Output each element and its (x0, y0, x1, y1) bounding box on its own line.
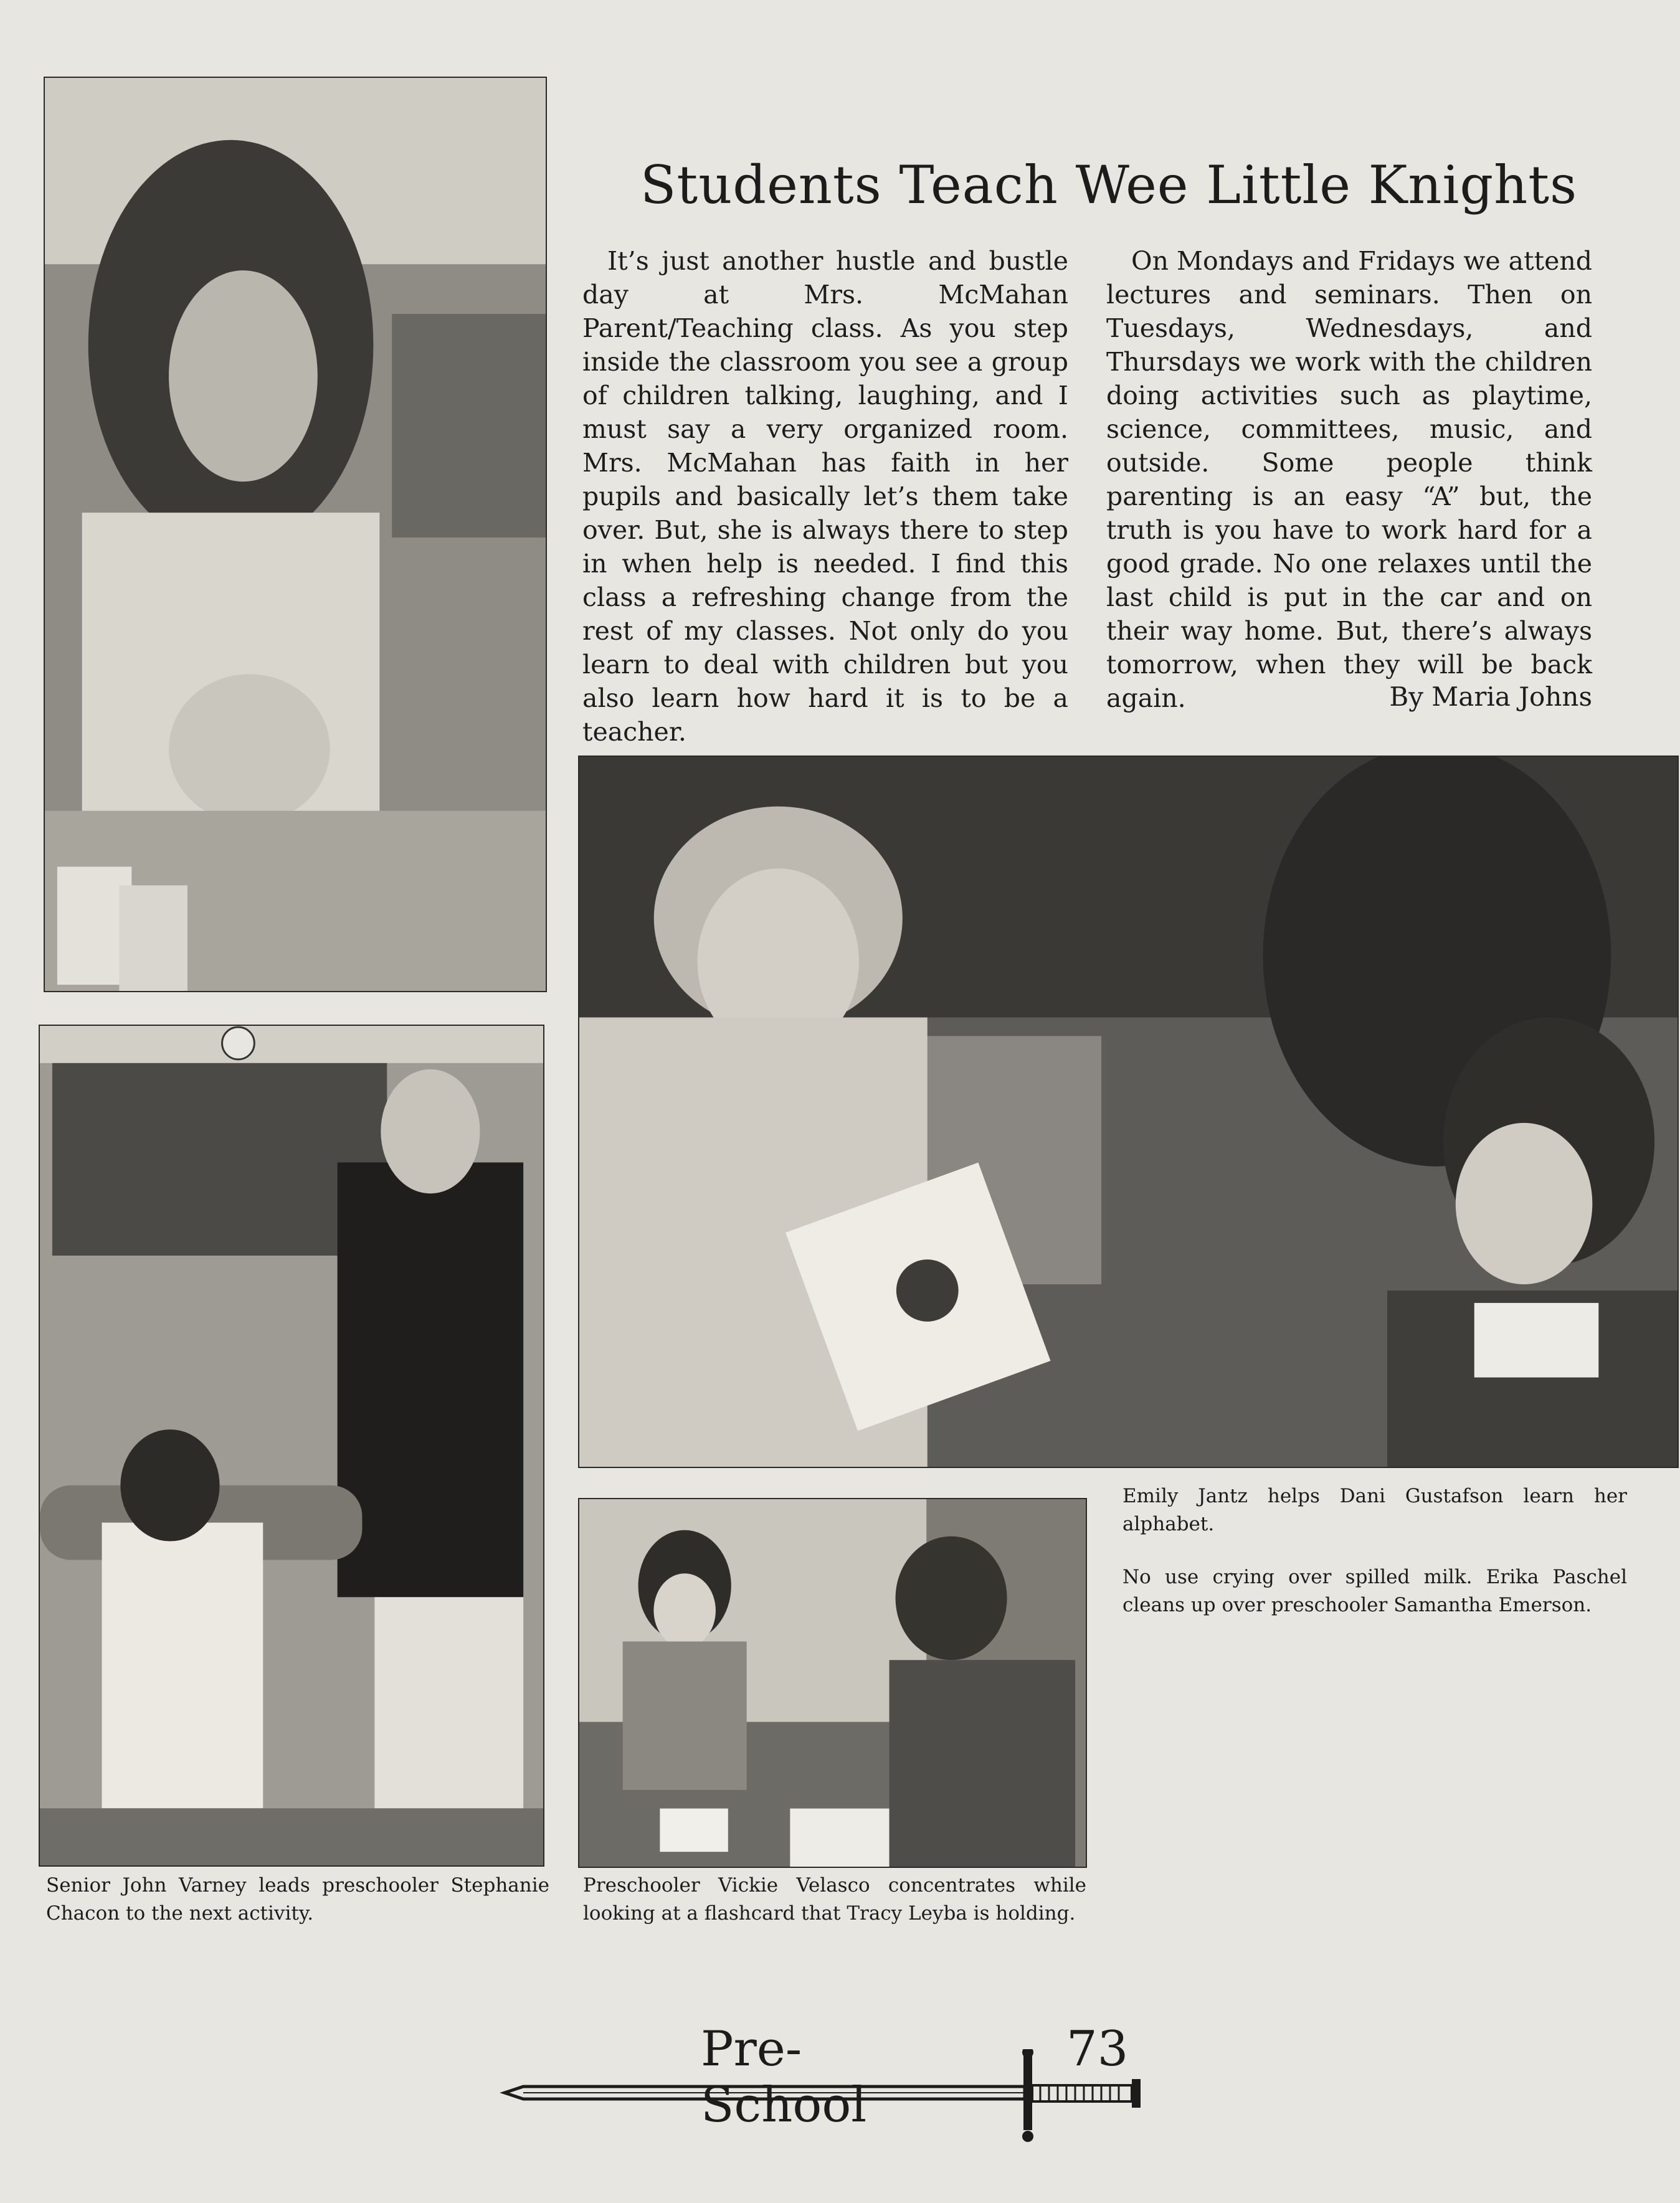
photo-vickie-velasco (578, 1498, 1087, 1868)
photo-spilled-milk (44, 77, 547, 992)
caption-john-varney: Senior John Varney leads preschooler Stephanie Chacon to the next activity. (46, 1874, 549, 1925)
article-column-left (582, 244, 1068, 749)
article-paragraph-left: It’s just another hustle and bustle day at Mrs. McMahan Parent/Teaching class. As you step inside the classroom you see a group of children talking, laughing, and I must say a very organized room. Mrs. McMahan has faith in her pupils and basically let’s them take over. But, she is always there to step in when help is needed. I find this class a refreshing change from the rest of my classes. Not only do you learn to deal with children but you also learn how hard it is to be a teacher. (582, 246, 1068, 747)
section-label: Pre-School (701, 2021, 867, 2133)
byline: By Maria Johns (1389, 681, 1592, 712)
caption-vickie-velasco: Preschooler Vickie Velasco concentrates while looking at a flashcard that Tracy Leyba is holding. (583, 1874, 1086, 1925)
photo-emily-jantz (578, 756, 1679, 1468)
caption-erika-paschel: No use crying over spilled milk. Erika Paschel cleans up over preschooler Samantha Emerson. (1122, 1566, 1627, 1616)
article-title: Students Teach Wee Little Knights (640, 154, 1578, 216)
sword-icon (498, 2049, 1159, 2174)
page-number: 73 (1066, 2021, 1129, 2077)
article-column-right (1106, 244, 1592, 715)
photo-john-varney (39, 1025, 544, 1867)
article-paragraph-right: On Mondays and Fridays we attend lectures and seminars. Then on Tuesdays, Wednesdays, and Thursdays we work with the children doing activities such as playtime, science, committees, music, and outside. Some people think parenting is an easy “A” but, the truth is you have to work hard for a good grade. No one relaxes until the last child is put in the car and on their way home. But, there’s always tomorrow, when they will be back again. (1106, 246, 1592, 713)
caption-emily-jantz: Emily Jantz helps Dani Gustafson learn her alphabet. (1122, 1485, 1627, 1535)
